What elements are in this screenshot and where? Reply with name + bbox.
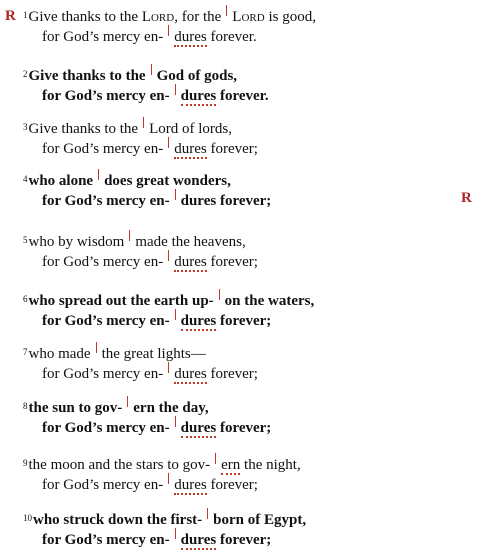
verse-number: 1 bbox=[23, 10, 28, 20]
pointing-bar bbox=[226, 5, 227, 16]
pointing-bar bbox=[168, 25, 169, 36]
response-mark-left: R bbox=[5, 8, 16, 24]
response-mark-right: R bbox=[461, 190, 472, 206]
